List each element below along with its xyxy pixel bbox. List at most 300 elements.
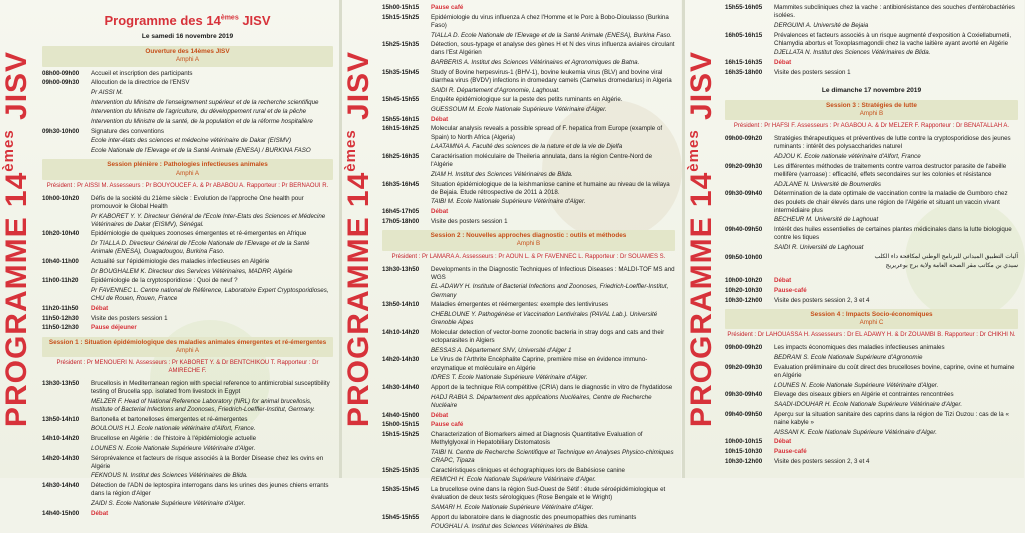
schedule-description: LOUNES N. Ecole Nationale Supérieure Vétérinaire d'Alger. <box>91 444 256 452</box>
schedule-row <box>382 116 675 124</box>
schedule-description: BARBERIS A. Institut des Sciences Vétérinaires et Agronomiques de Batna. <box>431 59 640 67</box>
schedule-time <box>42 89 87 97</box>
schedule-row <box>725 354 1018 362</box>
schedule-row <box>725 49 1018 57</box>
schedule-description: Signature des conventions <box>91 127 164 135</box>
schedule-description: Intérêt des huiles essentielles de certaines plantes médicinales dans la lutte biologique contre les tiques <box>774 226 1012 242</box>
schedule-row <box>382 412 675 420</box>
schedule-time <box>382 143 427 151</box>
schedule-time <box>42 500 87 508</box>
schedule-description: Brucellosis in Mediterranean region with special reference to antimicrobial susceptibility testing of Brucella spp. isolated from livestock in Egypt <box>91 380 330 396</box>
schedule-time: 10h20-10h40 <box>42 230 80 238</box>
schedule-description: آليات التطبيق الميداني للبرنامج الوطني لمكافحة داء الكلب <box>874 253 1018 260</box>
schedule-time <box>382 32 427 40</box>
schedule-time: 13h50-14h10 <box>382 301 420 309</box>
schedule-row <box>42 128 333 136</box>
schedule-time <box>725 216 770 224</box>
schedule-row <box>725 59 1018 67</box>
schedule-row <box>382 504 675 512</box>
schedule-time: 16h45-17h05 <box>382 208 420 216</box>
panel-left <box>0 0 339 517</box>
schedule-description: Dr TIALLA D. Directeur Général de l'Ecole Nationale de l'Elevage et de la Santé Animale (ENESA), Ouagadougou, Burkina Faso. <box>91 240 310 256</box>
schedule-description: Epidémiologie de quelques zoonoses émergentes et ré-émergentes en Afrique <box>91 230 307 238</box>
schedule-time: 15h45-15h55 <box>382 96 420 104</box>
schedule-time: 09h40-09h50 <box>725 410 763 418</box>
schedule-time <box>725 244 770 252</box>
schedule-description: Détermination de la date optimale de vaccination contre la maladie de Gumboro chez des poulets de chair élevés dans une région de l'Algérie et situant un vaccin vivant intermédiaire plus <box>774 190 1008 214</box>
panel-middle-content <box>382 4 675 533</box>
schedule-row <box>382 311 675 327</box>
arabic-affiliation: سيدي بن مكاتب مقر الصحة العامة ولاية برج بوعريريج <box>885 263 1018 270</box>
schedule-description: Intervention du Ministre de la santé, de la population et de la réforme hospitalière <box>91 117 313 125</box>
schedule-row <box>42 315 333 323</box>
schedule-description: LAATAMNA A. Faculté des sciences de la nature et de la vie de Djelfa <box>431 143 623 151</box>
schedule-time <box>382 347 427 355</box>
schedule-description: Détection de l'ADN de leptospira interrogans dans les urines des jeunes chiens errants dans la région d'Alger <box>91 482 329 498</box>
schedule-row <box>725 411 1018 427</box>
schedule-row <box>382 421 675 429</box>
schedule-time: 16h35-16h45 <box>382 180 420 188</box>
schedule-description: SAMARI H. Ecole Nationale Supérieure Vétérinaire d'Alger. <box>431 503 594 511</box>
schedule-row <box>42 118 333 126</box>
schedule-row <box>725 22 1018 30</box>
session-header: Session 1 : Situation épidémiologique des maladies animales émergentes et ré-émergentes Amphi A <box>42 337 333 358</box>
schedule-row <box>382 106 675 114</box>
schedule-row <box>382 143 675 151</box>
schedule-description: Pr FAVENNEC L. Centre national de Référence, Laboratoire Expert Cryptosporidioses, CHU de Rouen, Rouen, France <box>91 287 329 303</box>
schedule-time <box>725 22 770 30</box>
schedule-time: 11h20-11h50 <box>42 304 79 312</box>
schedule-time: 10h00-10h15 <box>725 438 763 446</box>
schedule-description: Les impacts économiques des maladies infectieuses animales <box>774 344 945 352</box>
schedule-description: Bartonella et bartonelloses émergentes et ré-émergentes <box>91 415 248 423</box>
schedule-row <box>382 4 675 12</box>
schedule-description: Aperçu sur la situation sanitaire des caprins dans la région de Tizi Ouzou : cas de la « naine kabyle » <box>774 410 1009 426</box>
schedule-time: 14h20-14h30 <box>42 454 80 462</box>
schedule-time: 16h35-18h00 <box>725 68 763 76</box>
schedule-description: BEDRANI S. Ecole Nationale Supérieure d'Agronomie <box>774 354 923 362</box>
schedule-time: 09h30-10h00 <box>42 127 80 135</box>
schedule-description: Actualité sur l'épidémiologie des maladies infectieuses en Algérie <box>91 258 270 266</box>
schedule-row <box>382 59 675 67</box>
schedule-time <box>42 425 87 433</box>
schedule-time: 15h25-15h35 <box>382 466 420 474</box>
schedule-row <box>725 438 1018 446</box>
schedule-time <box>382 311 427 327</box>
schedule-description: Les différentes méthodes de traitements contre varroa destructor parasite de l'abeille mellifère (varroase) : efficacité, effets secondaires sur les colonies et résistance <box>774 162 1007 178</box>
session-header: Session plénière : Pathologies infectieuses animales Amphi A <box>42 159 333 180</box>
schedule-row <box>382 125 675 141</box>
schedule-row <box>382 394 675 410</box>
schedule-time: 10h40-11h00 <box>42 258 79 266</box>
schedule-time: 15h35-15h45 <box>382 68 420 76</box>
schedule-row <box>42 108 333 116</box>
schedule-time: 15h00-15h15 <box>382 421 420 429</box>
schedule-description: LOUNES N. Ecole Nationale Supérieure Vétérinaire d'Alger. <box>774 381 939 389</box>
schedule-row <box>42 79 333 87</box>
schedule-row <box>382 198 675 206</box>
schedule-description: Pause café <box>431 421 464 429</box>
schedule-time: 14h30-14h40 <box>42 482 80 490</box>
schedule-time <box>382 171 427 179</box>
schedule-description: Molecular detection of vector-borne zoonotic bacteria in stray dogs and cats and their ectoparasites in Algiers <box>431 328 665 345</box>
schedule-time: 14h40-15h00 <box>382 411 420 419</box>
session-header: Session 2 : Nouvelles approches diagnostic : outils et méthodes Amphi B <box>382 230 675 251</box>
schedule-time: 11h50-12h30 <box>42 314 79 322</box>
schedule-description: FOUGHALI A. Institut des Sciences Vétérinaires de Blida. <box>431 523 589 531</box>
panel-middle <box>342 0 681 531</box>
schedule-description: Characterization of Biomarkers aimed at Diagnosis Quantitative Evaluation of Methylglyoxal in Hepatobiliary Distomatosis <box>431 430 643 447</box>
schedule-time: 14h10-14h20 <box>42 435 80 443</box>
schedule-description: Prévalences et facteurs associés à un risque augmenté d'exposition à Coxiellaburnetii, Chlamydia abortus et Toxoplasmagondii chez la vache laitière ayant avorté en Algérie <box>774 31 1012 47</box>
schedule-time: 09h50-10h00 <box>725 253 763 261</box>
schedule-description: Débat <box>431 411 449 419</box>
schedule-time <box>382 504 427 512</box>
schedule-row <box>42 89 333 97</box>
schedule-row <box>42 445 333 453</box>
day-heading: Le dimanche 17 novembre 2019 <box>821 87 922 94</box>
schedule-row <box>382 153 675 169</box>
schedule-row <box>42 137 333 145</box>
schedule-description: Mammites subcliniques chez la vache : antibiorésistance des souches d'entérobactéries isolées. <box>774 4 1015 20</box>
schedule-row <box>42 472 333 480</box>
schedule-row <box>42 482 333 498</box>
schedule-description: Le Virus de l'Arthrite Encéphalite Caprine, première mise en évidence immuno-enzymatique et moléculaire en Algérie <box>431 356 648 372</box>
schedule-row <box>725 226 1018 242</box>
schedule-description: Caractéristiques cliniques et échographiques lors de Babésiose canine <box>431 466 625 474</box>
schedule-row <box>725 344 1018 352</box>
schedule-description: Caractérisation moléculaire de Theileria annulata, dans la région Centre-Nord de l'Algérie <box>431 153 653 169</box>
schedule-time: 14h10-14h20 <box>382 328 420 336</box>
schedule-row <box>725 153 1018 161</box>
schedule-description: La brucellose ovine dans la région Sud-Ouest de Sétif : étude séroépidémiologique et évaluation de deux tests sérologiques (Rose Bengale et le Wright) <box>431 486 666 502</box>
schedule-row <box>382 356 675 372</box>
session-board: Président : Dr LAHOUASSA H. Assesseurs : Dr EL ADAWY H. & Dr ZOUAMBI B. Rapporteur : Dr CHIKHI N. <box>727 332 1016 339</box>
schedule-row <box>725 448 1018 456</box>
session-header: Session 3 : Stratégies de lutte Amphi B <box>725 100 1018 121</box>
schedule-row <box>382 347 675 355</box>
schedule-time: 08h00-09h00 <box>42 69 80 77</box>
schedule-time: 09h40-09h50 <box>725 226 763 234</box>
schedule-time <box>382 523 427 531</box>
schedule-row <box>42 70 333 78</box>
schedule-time: 09h00-09h30 <box>42 79 80 87</box>
schedule-time: 10h15-10h30 <box>725 447 763 455</box>
schedule-time <box>725 153 770 161</box>
schedule-time: 16h15-16h35 <box>725 59 763 67</box>
schedule-time: 15h55-16h15 <box>382 115 420 123</box>
schedule-description: ZIAM H. Institut des Sciences Vétérinaires de Blida. <box>431 170 573 178</box>
session-board: Président : Pr AISSI M. Assesseurs : Pr BOUYOUCEF A. & Pr ABABOU A. Rapporteur : Pr BERNAOUI R. <box>46 182 329 189</box>
schedule-row <box>42 500 333 508</box>
schedule-description: DERGUINI A. Université de Bejaia <box>774 21 869 29</box>
schedule-description: Débat <box>774 277 792 285</box>
schedule-time <box>42 445 87 453</box>
schedule-time <box>382 106 427 114</box>
schedule-time <box>725 429 770 437</box>
schedule-time: 16h05-16h15 <box>725 31 763 39</box>
schedule-description: Apport du laboratoire dans le diagnostic des pneumopathies des ruminants <box>431 513 637 521</box>
schedule-description: Visite des posters session 1 <box>774 68 851 76</box>
schedule-time <box>725 354 770 362</box>
schedule-description: AISSANI K. Ecole Nationale Supérieure Vétérinaire d'Alger. <box>774 428 937 436</box>
schedule-row <box>382 431 675 447</box>
schedule-row <box>382 329 675 345</box>
schedule-row <box>42 455 333 471</box>
schedule-row <box>42 287 333 303</box>
schedule-row <box>42 510 333 518</box>
schedule-row <box>382 32 675 40</box>
schedule-row <box>725 181 1018 189</box>
schedule-description: Intervention du Ministre de l'enseignement supérieur et de la recherche scientifique <box>91 98 319 106</box>
schedule-row <box>725 163 1018 179</box>
schedule-time: 13h30-13h50 <box>382 265 420 273</box>
schedule-row <box>382 514 675 522</box>
schedule-time <box>382 374 427 382</box>
schedule-row <box>382 69 675 85</box>
schedule-time: 09h20-09h30 <box>725 363 763 371</box>
schedule-description: IDRES T. Ecole Nationale Supérieure Vétérinaire d'Alger. <box>431 374 588 382</box>
schedule-description: Apport de la technique RIA compétitive (CRIA) dans le diagnostic in vitro de l'hydatidose <box>431 383 673 391</box>
vertical-title: PROGRAMME 14èmes JISV <box>0 50 33 428</box>
schedule-row <box>382 374 675 382</box>
panel-left-content <box>42 4 333 519</box>
schedule-row <box>725 458 1018 466</box>
schedule-row <box>382 87 675 95</box>
schedule-description: Pause-café <box>774 286 807 294</box>
schedule-description: ZAIDI S. Ecole Nationale Supérieure Vétérinaire d'Alger. <box>91 499 246 507</box>
schedule-description: Study of Bovine herpesvirus-1 (BHV-1), bovine leukemia virus (BLV) and bovine viral diarrhea virus (BVDV) infections in dromedary camels (Camelus dromedarius) in Algeria <box>431 68 672 84</box>
schedule-description: Allocution de la directrice de l'ENSV <box>91 79 190 87</box>
schedule-time: 09h30-09h40 <box>725 391 763 399</box>
schedule-description: Situation épidémiologique de la leishmaniose canine et humaine au niveau de la wilaya de Bejaia. Etude rétrospective de 2011 à 2018. <box>431 180 670 196</box>
session-header: Ouverture des 14èmes JISV Amphi A <box>42 46 333 67</box>
vertical-title: PROGRAMME 14èmes JISV <box>342 50 375 428</box>
schedule-time: 11h50-12h30 <box>42 324 79 332</box>
schedule-row <box>725 254 1018 262</box>
session-board: Président : Pr HAFSI F. Assesseurs : Pr AGABOU A. & Dr MELZER F. Rapporteur : Dr BENATALLAH A. <box>733 123 1010 130</box>
schedule-description: MELZER F. Head of National Reference Laboratory (NRL) for animal brucellosis, Institute of Bacterial Infections and Zoonoses, Friedrich-Loeffler-Institut, Germany. <box>91 397 315 414</box>
schedule-row <box>382 523 675 531</box>
schedule-time: 15h45-15h55 <box>382 513 420 521</box>
schedule-time <box>42 268 87 276</box>
schedule-time <box>725 181 770 189</box>
schedule-time <box>725 401 770 409</box>
schedule-row <box>42 258 333 266</box>
schedule-row <box>725 190 1018 215</box>
schedule-row <box>42 230 333 238</box>
schedule-description: Evaluation préliminaire du coût direct des brucelloses bovine, caprine, ovine et humaine en Algérie <box>774 363 1015 379</box>
schedule-row <box>42 99 333 107</box>
vertical-title: PROGRAMME 14èmes JISV <box>685 50 718 428</box>
schedule-description: EL-ADAWY H. Institute of Bacterial Infections and Zoonoses, Friedrich-Loeffler-Institut, Germany <box>431 283 669 299</box>
schedule-description: Stratégies thérapeutiques et préventives de lutte contre la cryptosporidiose des jeunes ruminants : intérêt des polysaccharides naturel <box>774 135 1011 151</box>
schedule-row <box>42 380 333 396</box>
schedule-row <box>42 213 333 229</box>
schedule-time <box>382 283 427 299</box>
schedule-description: Visite des posters session 1 <box>91 314 168 322</box>
schedule-description: Pause café <box>431 4 464 11</box>
schedule-description: Visite des posters session 2, 3 et 4 <box>774 296 870 304</box>
schedule-time: 15h15-15h25 <box>382 13 420 21</box>
panel-right-content <box>725 4 1018 467</box>
schedule-row <box>382 467 675 475</box>
schedule-row <box>725 364 1018 380</box>
schedule-description: TAIBI M. Ecole Nationale Supérieure Vétérinaire d'Alger. <box>431 198 586 206</box>
schedule-row <box>725 391 1018 399</box>
schedule-description: Epidémiologie de la cryptosporidiose : Quoi de neuf ? <box>91 277 238 285</box>
session-board: Président : Pr LAMARA A. Assesseurs : Pr AOUN L. & Pr FAVENNEC L. Rapporteur : Dr SOUAMES S. <box>391 253 666 260</box>
schedule-row <box>725 69 1018 77</box>
schedule-row <box>42 435 333 443</box>
schedule-time: 14h40-15h00 <box>42 509 80 517</box>
schedule-description: ADJOU K. Ecole nationale vétérinaire d'Alfort, France <box>774 153 921 161</box>
schedule-time: 14h20-14h30 <box>382 356 420 364</box>
schedule-description: Ecole Nationale de l'Elevage et de la Santé Animale (ENESA) / BURKINA FASO <box>91 147 311 154</box>
schedule-description: Visite des posters session 2, 3 et 4 <box>774 457 870 465</box>
schedule-description: Enquête épidémiologique sur la peste des petits ruminants en Algérie. <box>431 96 623 104</box>
schedule-time: 11h00-11h20 <box>42 277 79 285</box>
schedule-description: Débat <box>774 438 792 446</box>
schedule-time <box>382 476 427 484</box>
schedule-time: 09h00-09h20 <box>725 135 763 143</box>
schedule-description: Dr BOUGHALEM K. Directeur des Services Vétérinaires, MADRP, Algérie <box>91 267 293 275</box>
schedule-description: BECHEUR M. Université de Laghouat <box>774 216 879 224</box>
schedule-time: 15h15-15h25 <box>382 430 420 438</box>
schedule-row <box>382 41 675 57</box>
schedule-description: Pause-café <box>774 447 807 455</box>
schedule-row <box>42 324 333 332</box>
schedule-description: CHEBLOUNE Y. Pathogénèse et Vaccination Lentivirales (PAVAL Lab.). Université Grenoble Alpes <box>431 310 658 327</box>
schedule-row <box>725 382 1018 390</box>
schedule-row <box>382 96 675 104</box>
schedule-time <box>42 118 87 126</box>
schedule-description: ADJLANE N. Université de Boumerdès <box>774 180 881 188</box>
schedule-description: HADJ RABIA S. Département des applications Nucléaires, Centre de Recherche Nucléaire <box>431 393 652 409</box>
schedule-row <box>42 268 333 276</box>
schedule-time: 17h05-18h00 <box>382 217 420 225</box>
schedule-description: Débat <box>431 208 449 216</box>
schedule-row <box>42 195 333 211</box>
schedule-row <box>42 277 333 285</box>
schedule-row <box>382 208 675 216</box>
schedule-row <box>42 305 333 313</box>
schedule-row <box>382 384 675 392</box>
schedule-row <box>725 429 1018 437</box>
schedule-time <box>42 240 87 256</box>
schedule-row <box>42 416 333 424</box>
schedule-time: 09h00-09h20 <box>725 344 763 352</box>
schedule-time <box>382 59 427 67</box>
schedule-row <box>725 277 1018 285</box>
schedule-row <box>725 32 1018 48</box>
schedule-row <box>42 240 333 256</box>
schedule-description: SAIDI R. Département d'Agronomie, Laghouat. <box>431 86 560 94</box>
schedule-time: 10h30-12h00 <box>725 296 763 304</box>
schedule-description: Défis de la société du 21ème siècle : Evolution de l'approche One health pour promouvoir le Global Health <box>91 194 304 210</box>
schedule-description: Pause déjeuner <box>91 324 137 332</box>
schedule-row <box>382 449 675 465</box>
schedule-time: 10h00-10h20 <box>42 194 80 202</box>
schedule-description: SAIDI R. Université de Laghouat <box>774 244 864 251</box>
schedule-description: BESSAS A. Département SNV, Université d'Alger 1 <box>431 346 572 354</box>
schedule-row <box>725 4 1018 20</box>
schedule-time <box>725 382 770 390</box>
schedule-time <box>42 108 87 116</box>
schedule-row <box>382 14 675 30</box>
schedule-description: Ecole inter-états des sciences et médecine vétérinaire de Dakar (EISMV) <box>91 137 292 145</box>
schedule-row <box>725 216 1018 224</box>
schedule-description: Détection, sous-typage et analyse des gènes H et N des virus influenza aviaires circulant dans l'Est Algérien <box>431 41 675 57</box>
schedule-row <box>382 486 675 502</box>
schedule-time: 14h30-14h40 <box>382 383 420 391</box>
schedule-time: 09h30-09h40 <box>725 190 763 198</box>
schedule-description: Débat <box>91 304 109 312</box>
session-header: Session 4 : Impacts Socio-économiques Amphi C <box>725 309 1018 330</box>
schedule-time: 10h30-12h00 <box>725 457 763 465</box>
schedule-description: Débat <box>91 509 109 517</box>
schedule-time <box>42 472 87 480</box>
schedule-time: 09h20-09h30 <box>725 162 763 170</box>
schedule-time <box>42 287 87 303</box>
schedule-description: REMICHI H. Ecole Nationale Supérieure Vétérinaire d'Alger. <box>431 476 596 484</box>
schedule-time <box>382 449 427 465</box>
schedule-time <box>42 147 87 155</box>
schedule-description: Débat <box>774 59 792 67</box>
schedule-row <box>382 181 675 197</box>
schedule-row <box>382 218 675 226</box>
schedule-description: TIALLA D. Ecole Nationale de l'Elevage et de la Santé Animale (ENESA), Burkina Faso. <box>431 31 672 39</box>
schedule-row <box>382 283 675 299</box>
schedule-row <box>382 171 675 179</box>
schedule-description: DJELLATA N. Institut des Sciences Vétérinaires de Blida. <box>774 49 931 57</box>
schedule-time <box>42 137 87 145</box>
schedule-row <box>725 244 1018 252</box>
schedule-row <box>725 287 1018 295</box>
schedule-description: Pr AISSI M. <box>91 88 124 96</box>
schedule-description: Visite des posters session 1 <box>431 217 508 225</box>
schedule-description: FEKNOUS N. Institut des Sciences Vétérinaires de Blida. <box>91 472 248 480</box>
schedule-time <box>42 99 87 107</box>
schedule-row <box>725 401 1018 409</box>
schedule-row <box>382 301 675 309</box>
schedule-description: BOULOUIS H.J. Ecole nationale vétérinaire d'Alfort, France. <box>91 425 256 433</box>
schedule-description: Maladies émergentes et réémergentes: exemple des lentiviruses <box>431 301 609 309</box>
schedule-time <box>725 49 770 57</box>
page-title: Programme des 14èmes JISV <box>104 13 271 28</box>
schedule-description: Séroprévalence et facteurs de risque associés à la Border Disease chez les ovins en Algérie <box>91 454 324 470</box>
schedule-time <box>382 87 427 95</box>
schedule-row <box>382 266 675 282</box>
schedule-description: GUESSOUM M. Ecole Nationale Supérieure Vétérinaire d'Alger. <box>431 106 607 114</box>
schedule-time <box>42 398 87 414</box>
schedule-time: 10h00-10h20 <box>725 277 763 285</box>
schedule-time: 16h25-16h35 <box>382 153 420 160</box>
schedule-description: Débat <box>431 115 449 123</box>
schedule-time <box>42 213 87 229</box>
schedule-row <box>725 135 1018 151</box>
schedule-description: Molecular analysis reveals a possible spread of F. hepatica from Europe (example of Spain) to North Africa (Algeria) <box>431 125 663 141</box>
schedule-time: 16h15-16h25 <box>382 125 420 133</box>
schedule-description: Intervention du Ministre de l'agriculture, du développement rural et de la pêche <box>91 108 307 116</box>
panel-right <box>685 0 1024 478</box>
schedule-time <box>382 394 427 410</box>
schedule-time: 13h30-13h50 <box>42 380 80 387</box>
schedule-description: Accueil et inscription des participants <box>91 69 193 77</box>
schedule-description: TAIBI N. Centre de Recherche Scientifique et Technique en Analyses Physico-chimiques CRAPC, Tipaza <box>431 448 674 464</box>
schedule-time: 15h25-15h35 <box>382 41 420 49</box>
schedule-row <box>42 398 333 414</box>
